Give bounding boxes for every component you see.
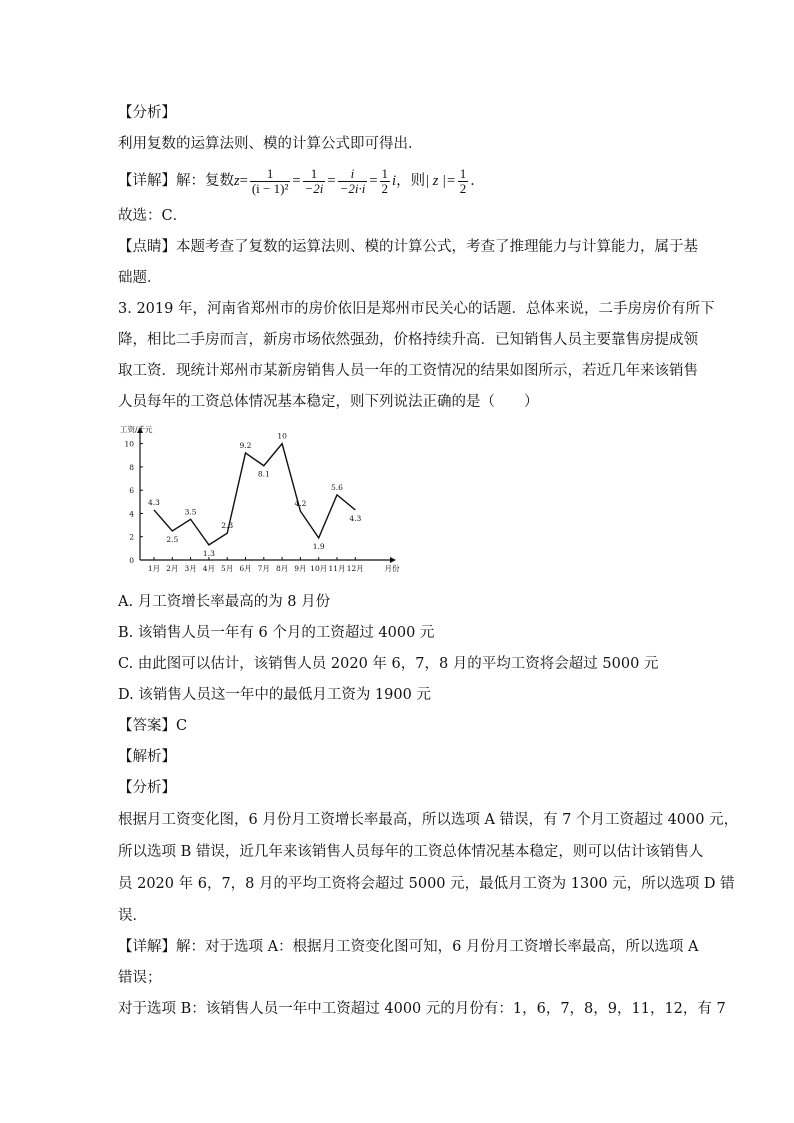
equals-sign: =: [327, 173, 336, 189]
then-text: ，则: [396, 173, 426, 189]
data-label: 4.3: [349, 513, 362, 523]
detail-2-line1: 【详解】解：对于选项 A：根据月工资变化图可知，6 月份月工资增长率最高，所以选项 A: [118, 939, 699, 955]
detail-2-line3: 对于选项 B：该销售人员一年中工资超过 4000 元的月份有：1，6，7，8，9，11，12，有 7: [118, 1001, 726, 1017]
data-label: 2.5: [166, 534, 179, 544]
fraction-2: $\frac{1}{-2i}$: [304, 165, 324, 196]
x-tick-label: 2月: [166, 564, 179, 573]
option-c: C. 由此图可以估计，该销售人员 2020 年 6，7，8 月的平均工资将会超过 5000 元: [118, 656, 659, 672]
question-3-line2: 降，相比二手房而言，新房市场依然强劲，价格持续升高．已知销售人员主要靠售房提成领: [118, 332, 698, 348]
salary-line-chart: [118, 420, 408, 580]
data-label: 1.3: [202, 548, 215, 558]
question-3-line3: 取工资．现统计郑州市某新房销售人员一年的工资情况的结果如图所示，若近几年来该销售: [118, 363, 698, 379]
x-tick-label: 11月: [328, 564, 346, 573]
analysis-2-line1: 根据月工资变化图，6 月份月工资增长率最高，所以选项 A 错误，有 7 个月工资超过 4000 元，: [118, 812, 739, 828]
comment-1-line2: 础题．: [118, 270, 162, 286]
data-label: 4.2: [294, 499, 307, 509]
y-tick-label: 8: [129, 462, 134, 472]
fraction-3: $\frac{i}{-2i\cdot i}$: [339, 165, 366, 196]
equals-sign: =: [369, 173, 378, 189]
y-tick-label: 6: [129, 486, 134, 496]
series-line: [154, 444, 355, 545]
detail-2-line2: 错误；: [118, 970, 162, 986]
option-d: D. 该销售人员这一年中的最低月工资为 1900 元: [118, 687, 431, 703]
answer-label: 【答案】C: [118, 718, 188, 734]
var-z: z: [234, 173, 240, 189]
chart-layer: [120, 424, 400, 573]
comment-1-line1: 【点睛】本题考查了复数的运算法则、模的计算公式，考查了推理能力与计算能力，属于基: [118, 239, 698, 255]
detail-formula-line: [118, 164, 485, 198]
data-label: 10: [277, 431, 287, 441]
var-i: i: [392, 173, 397, 189]
fraction-1: $\frac{1}{\text{(i − 1)²}}$: [251, 165, 289, 196]
data-label: 1.9: [312, 541, 325, 551]
y-tick-label: 4: [129, 509, 134, 519]
analysis-2-line4: 误．: [118, 908, 147, 924]
x-tick-label: 4月: [202, 564, 216, 573]
x-tick-label: 10月: [310, 564, 328, 573]
x-tick-label: 3月: [184, 564, 197, 573]
x-axis-arrow: [390, 557, 396, 563]
abs-z: | z |=: [425, 173, 456, 189]
detail-prefix: 【详解】解：复数: [118, 173, 234, 189]
data-label: 4.3: [148, 497, 160, 507]
x-tick-label: 8月: [275, 564, 289, 573]
x-tick-label: 1月: [147, 564, 161, 573]
answer-choice-1: 故选：C．: [118, 208, 188, 224]
analysis-text-1: 利用复数的运算法则、模的计算公式即可得出．: [118, 136, 423, 152]
equals-sign: =: [292, 173, 301, 189]
y-axis-label: 工资/千元: [120, 425, 153, 434]
fraction-5: $\frac{1}{2}$: [459, 165, 467, 196]
x-tick-label: 9月: [294, 564, 307, 573]
analysis-2-line2: 所以选项 B 错误，近几年来该销售人员每年的工资总体情况基本稳定，则可以估计该销售人: [118, 844, 704, 860]
question-3-line4: 人员每年的工资总体情况基本稳定，则下列说法正确的是（ ）: [118, 394, 539, 410]
data-label: 2.3: [221, 521, 234, 531]
data-label: 9.2: [239, 440, 252, 450]
x-tick-label: 5月: [221, 564, 234, 573]
explain-heading: 【解析】: [118, 749, 176, 765]
data-label: 8.1: [257, 469, 270, 479]
equals-sign: =: [239, 173, 248, 189]
period: ．: [470, 173, 485, 189]
y-tick-label: 2: [129, 532, 134, 542]
option-b: B. 该销售人员一年有 6 个月的工资超过 4000 元: [118, 625, 435, 641]
analysis-heading-1: 【分析】: [118, 105, 176, 121]
analysis-2-line3: 员 2020 年 6，7，8 月的平均工资将会超过 5000 元，最低月工资为 1300 元，所以选项 D 错: [118, 876, 735, 892]
data-label: 5.6: [331, 482, 343, 492]
y-tick-label: 10: [124, 439, 134, 449]
x-tick-label: 12月: [346, 564, 364, 573]
x-tick-label: 7月: [257, 564, 270, 573]
x-tick-label: 6月: [239, 564, 252, 573]
analysis-heading-2: 【分析】: [118, 780, 176, 796]
question-3-line1: 3. 2019 年，河南省郑州市的房价依旧是郑州市民关心的话题．总体来说，二手房房价有所下: [118, 301, 715, 317]
y-tick-label: 0: [129, 556, 134, 565]
x-axis-label: 月份: [384, 564, 400, 573]
data-label: 3.5: [184, 507, 197, 517]
option-a: A. 月工资增长率最高的为 8 月份: [118, 594, 331, 610]
fraction-4: $\frac{1}{2}$: [381, 165, 389, 196]
